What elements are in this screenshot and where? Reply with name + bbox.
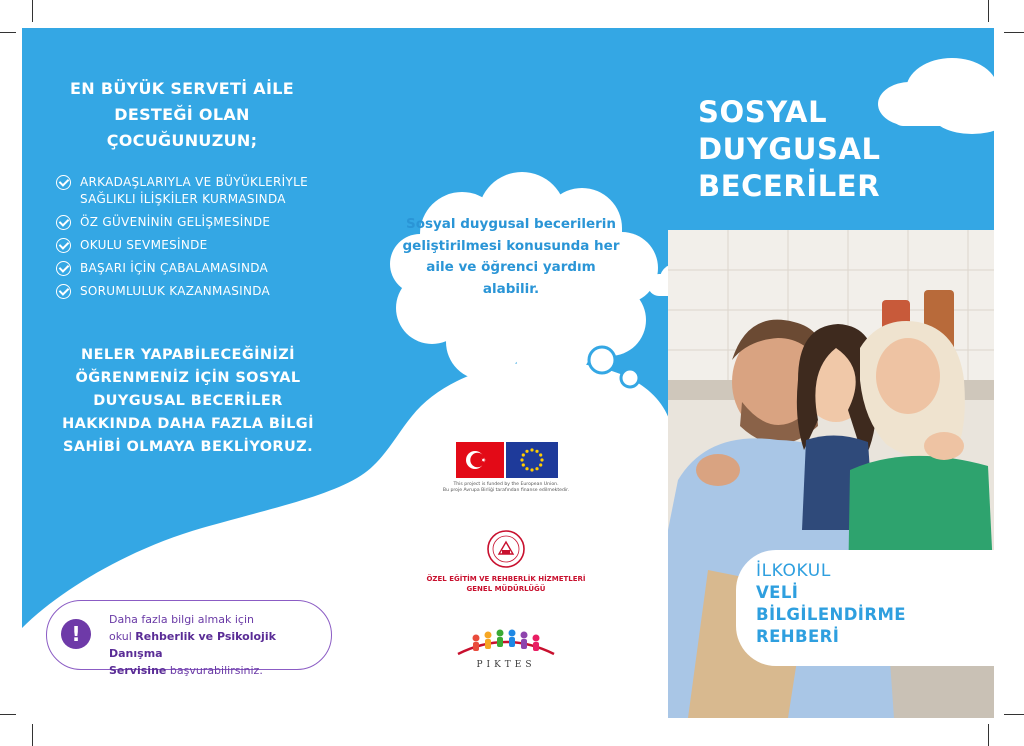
eu-caption-line-1: This project is funded by the European Union.	[453, 482, 559, 487]
left-headline: EN BÜYÜK SERVETİ AİLE DESTEĞİ OLAN ÇOCUĞUNUZUN;	[70, 79, 294, 150]
list-item-text: ÖZ GÜVENİNİN GELİŞMESİNDE	[80, 215, 271, 229]
info-line-2-bold: Rehberlik ve Psikolojik Danışma	[109, 630, 276, 660]
guidance-info-text	[109, 611, 331, 679]
list-item	[56, 237, 356, 254]
eu-funding-caption	[440, 482, 572, 494]
info-line-3-bold: Servisine	[109, 664, 167, 677]
thought-tail-bubble	[589, 347, 615, 373]
list-item-text: SORUMLULUK KAZANMASINDA	[80, 284, 271, 298]
ministry-name: ÖZEL EĞİTİM VE REHBERLİK HİZMETLERİ GENEL MÜDÜRLÜĞÜ	[426, 575, 586, 593]
crop-mark	[1004, 714, 1024, 715]
piktes-logo	[452, 624, 560, 658]
badge-title	[756, 582, 976, 648]
title-line: DUYGUSAL	[698, 132, 881, 166]
crop-mark	[988, 724, 989, 746]
check-circle-icon	[56, 175, 71, 190]
benefit-checklist	[56, 174, 356, 306]
crop-mark	[988, 0, 989, 22]
crop-mark	[0, 714, 16, 715]
check-circle-icon	[56, 238, 71, 253]
badge-level: İLKOKUL	[756, 561, 831, 581]
info-line-2-prefix: okul	[109, 630, 132, 643]
thought-bubble-text: Sosyal duygusal becerilerin geliştirilmesi konusunda her aile ve öğrenci yardım alabilir.	[402, 216, 620, 297]
badge-title-line: REHBERİ	[756, 627, 840, 646]
title-line: BECERİLER	[698, 169, 881, 203]
title-line: SOSYAL	[698, 95, 828, 129]
left-paragraph: NELER YAPABİLECEĞİNİZİ ÖĞRENMENİZ İÇİN SOSYAL DUYGUSAL BECERİLER HAKKINDA DAHA FAZLA BİLGİ SAHİBİ OLMAYA BEKLİYORUZ.	[62, 347, 314, 455]
thought-tail-bubble	[621, 369, 639, 387]
info-line-3-suffix: başvurabilirsiniz.	[169, 664, 263, 677]
audience-badge	[736, 550, 994, 666]
brochure-title	[698, 94, 918, 205]
exclamation-icon: !	[61, 619, 91, 649]
crop-mark	[32, 0, 33, 22]
crop-mark	[1004, 32, 1024, 33]
list-item	[56, 260, 356, 277]
info-line-1: Daha fazla bilgi almak için	[109, 613, 254, 626]
ministry-seal-icon	[486, 528, 526, 570]
eu-caption-line-2: Bu proje Avrupa Birliği tarafından finanse edilmektedir.	[442, 488, 570, 493]
crop-mark	[32, 724, 33, 746]
check-circle-icon	[56, 215, 71, 230]
check-circle-icon	[56, 261, 71, 276]
list-item	[56, 214, 356, 231]
list-item-text: ARKADAŞLARIYLA VE BÜYÜKLERİYLE SAĞLIKLI İLİŞKİLER KURMASINDA	[80, 175, 308, 206]
list-item	[56, 283, 356, 300]
list-item-text: OKULU SEVMESİNDE	[80, 238, 208, 252]
piktes-wordmark: PIKTES	[476, 660, 536, 670]
brochure-sheet	[22, 28, 994, 718]
guidance-info-box	[46, 600, 332, 677]
list-item-text: BAŞARI İÇİN ÇABALAMASINDA	[80, 261, 269, 275]
list-item	[56, 174, 356, 208]
check-circle-icon	[56, 284, 71, 299]
badge-title-line: BİLGİLENDİRME	[756, 605, 906, 624]
eu-flag-icon	[506, 442, 558, 478]
badge-title-line: VELİ	[756, 583, 799, 602]
turkey-flag-icon	[456, 442, 504, 478]
crop-mark	[0, 32, 16, 33]
